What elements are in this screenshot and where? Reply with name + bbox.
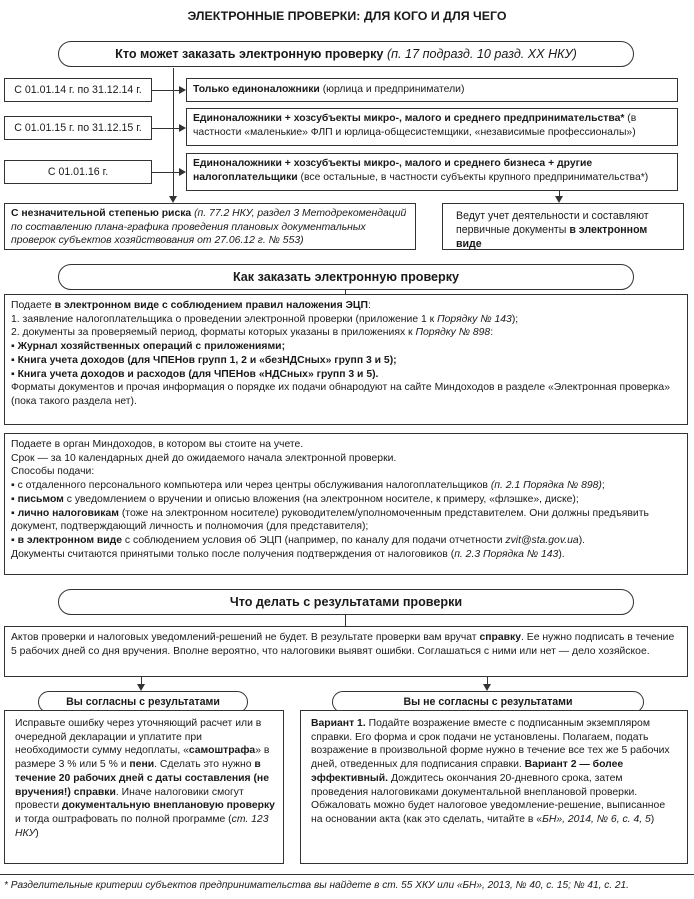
- agree-box: Исправьте ошибку через уточняющий расчет или в очередной декларации и уплатите при необходимости сумму недоплаты, «самоштрафа» в размере 3 % или 5 % и пени. Сделать это нужно в течение 20 рабочих дней с даты составления (не вручения!) справки. Иначе налоговики смогут провести документальную внеплановую проверку и тогда оштрафовать по полной программе (ст. 123 НКУ): [4, 710, 284, 864]
- disagree-box: Вариант 1. Подайте возражение вместе с подписанным экземпляром справки. Его форма и срок подачи не установлены. Полагаем, подать возражение в произвольной форме нужно в течение все тех же 5 рабочих дней, отведенных для подписания справки. Вариант 2 — более эффективный. Дождитесь окончания 20-дневного срока, затем проведения налоговиками документальной внеплановой проверки. Обжаловать можно будет налоговое уведомление-решение, выписанное на основании акта (как это сделать, читайте в «БН», 2014, № 6, с. 4, 5): [300, 710, 688, 864]
- results-intro-box: Актов проверки и налоговых уведомлений-решений не будет. В результате проверки вам вручат справку. Ее нужно подписать в течение 5 рабочих дней со дня вручения. Вполне вероятно, что налоговики выявят ошибки. Соглашаться с ними или нет — дело хозяйское.: [4, 626, 688, 677]
- submission-line-3: 2. документы за проверяемый период, форматы которых указаны в приложениях к Порядку № 898:: [11, 327, 494, 339]
- filing-box: [4, 433, 688, 575]
- list-item: ▪ Журнал хозяйственных операций с приложениями;: [11, 340, 681, 354]
- risk-bold: С незначительной степенью риска: [11, 208, 192, 219]
- period-desc-3: [186, 153, 678, 191]
- section1-title-ref: (п. 17 подразд. 10 разд. XX НКУ): [386, 47, 577, 61]
- list-item: ▪ лично налоговикам (тоже на электронном носителе) руководителем/уполномоченным представителем. Они должны предъявить документ, подтверждающий личность и полномочия (для представителя);: [11, 507, 681, 534]
- period-desc-2: [186, 108, 678, 146]
- risk-box: [4, 203, 416, 250]
- disagree-title: Вы не согласны с результатами: [332, 691, 644, 713]
- period-desc-1-bold: Только единоналожники: [193, 84, 320, 95]
- period-desc-1: [186, 78, 678, 102]
- period-desc-2-bold: Единоналожники + хозсубъекты микро-, малого и среднего предпринимательства*: [193, 113, 625, 124]
- records-bold: в электронном виде: [456, 223, 648, 250]
- footnote: * Разделительные критерии субъектов предпринимательства вы найдете в ст. 55 ХКУ или «БН», 2013, № 40, с. 15; № 41, с. 21.: [4, 880, 629, 891]
- period-date-2: С 01.01.15 г. по 31.12.15 г.: [4, 116, 152, 140]
- submission-line-2: 1. заявление налогоплательщика о проведении электронной проверки (приложение 1 к Порядку № 143);: [11, 313, 519, 325]
- period-date-3: С 01.01.16 г.: [4, 160, 152, 184]
- period-desc-3-rest: (все остальные, в частности субъекты крупного предпринимательства*): [297, 171, 649, 183]
- section1-title: [58, 41, 634, 67]
- list-item: ▪ письмом с уведомлением о вручении и описью вложения (на электронном носителе, к примеру, «флэшке», диске);: [11, 493, 681, 507]
- section2-title: Как заказать электронную проверку: [58, 264, 634, 290]
- records-box: [442, 203, 684, 250]
- submission-line-1: Подаете в электронном виде с соблюдением правил наложения ЭЦП:: [11, 300, 371, 311]
- agree-title: Вы согласны с результатами: [38, 691, 248, 713]
- filing-line-1: Подаете в орган Миндоходов, в котором вы стоите на учете.: [11, 439, 304, 450]
- section3-title: Что делать с результатами проверки: [58, 589, 634, 615]
- submission-footer: Форматы документов и прочая информация о порядке их подачи обнародуют на сайте Миндоходов в разделе «Электронная проверка» (пока такого раздела нет).: [11, 382, 670, 408]
- page-title: ЭЛЕКТРОННЫЕ ПРОВЕРКИ: ДЛЯ КОГО И ДЛЯ ЧЕГО: [187, 9, 507, 23]
- period-desc-3-bold: Единоналожники + хозсубъекты микро-, малого и среднего бизнеса + другие налогоплательщики: [193, 158, 593, 183]
- list-item: ▪ Книга учета доходов (для ЧПЕНов групп 1, 2 и «безНДСных» групп 3 и 5);: [11, 354, 681, 368]
- records-text: Ведут учет деятельности и составляют первичные документы: [456, 210, 649, 236]
- period-desc-2-rest: (в частности «маленькие» ФЛП и юрлица-общесистемщики, «независимые профессионалы»): [193, 113, 637, 138]
- filing-line-3: Способы подачи:: [11, 466, 95, 478]
- risk-ref: (п. 77.2 НКУ, раздел 3 Методрекомендаций по составлению плана-графика проведения плановых документальных проверок субъектов хозяйствования от 27.06.12 г. № 553): [11, 208, 407, 247]
- submission-box: [4, 294, 688, 425]
- section1-title-text: Кто может заказать электронную проверку: [115, 47, 384, 61]
- period-date-1: С 01.01.14 г. по 31.12.14 г.: [4, 78, 152, 102]
- filing-footer: Документы считаются принятыми только после получения подтверждения от налоговиков (п. 2.3 Порядка № 143).: [11, 548, 565, 560]
- list-item: ▪ с отдаленного персонального компьютера или через центры обслуживания налогоплательщиков (п. 2.1 Порядка № 898);: [11, 479, 681, 493]
- filing-line-2: Срок — за 10 календарных дней до ожидаемого начала электронной проверки.: [11, 452, 397, 464]
- period-desc-1-rest: (юрлица и предприниматели): [319, 84, 465, 95]
- list-item: ▪ в электронном виде с соблюдением условия об ЭЦП (например, по каналу для подачи отчетности zvit@sta.gov.ua).: [11, 534, 681, 548]
- list-item: ▪ Книга учета доходов и расходов (для ЧПЕНов «НДСных» групп 3 и 5).: [11, 368, 681, 382]
